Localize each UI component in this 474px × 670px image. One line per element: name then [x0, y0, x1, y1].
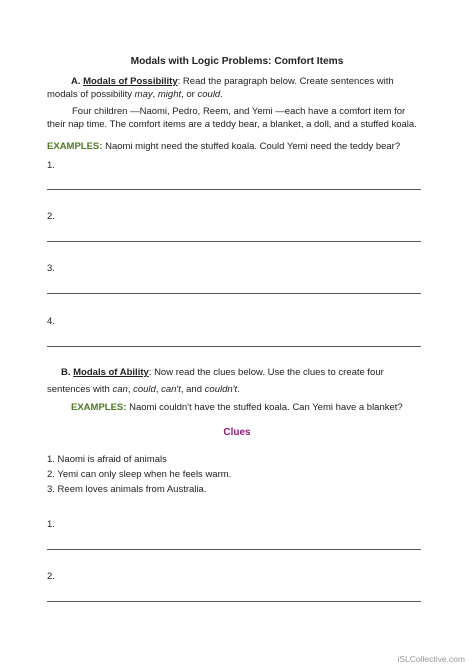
- paragraph-line-2: their nap time. The comfort items are a teddy bear, a blanket, a doll, and a stuffed koala.: [47, 119, 417, 130]
- answer-line[interactable]: [47, 241, 421, 242]
- answer-line[interactable]: [47, 189, 421, 190]
- examples-label: EXAMPLES:: [47, 141, 103, 152]
- answer-line[interactable]: [47, 346, 421, 347]
- section-b-letter: B.: [61, 367, 71, 378]
- answer-number: 2.: [47, 571, 55, 582]
- answer-number: 1.: [47, 160, 55, 171]
- page-title: Modals with Logic Problems: Comfort Items: [130, 56, 344, 67]
- answer-number: 1.: [47, 519, 55, 530]
- answer-line[interactable]: [47, 549, 421, 550]
- section-b-intro: [61, 367, 384, 378]
- section-b-intro-line2: sentences with can, could, can't, and couldn't.: [47, 384, 240, 395]
- paragraph-line-1: Four children —Naomi, Pedro, Reem, and Yemi —each have a comfort item for: [72, 106, 406, 117]
- section-a-intro-line2: modals of possibility may, might, or could.: [47, 89, 223, 100]
- section-a-examples: [47, 141, 400, 152]
- answer-line[interactable]: [47, 293, 421, 294]
- answer-number: 4.: [47, 316, 55, 327]
- answer-number: 3.: [47, 263, 55, 274]
- clue-item: 1. Naomi is afraid of animals: [47, 454, 167, 465]
- section-b-instructions: : Now read the clues below. Use the clues to create four: [148, 367, 384, 378]
- examples-label: EXAMPLES:: [71, 402, 127, 413]
- section-a-heading: Modals of Possibility: [83, 76, 178, 87]
- section-a-letter: A.: [71, 76, 81, 87]
- section-b-heading: Modals of Ability: [73, 367, 149, 378]
- clues-title: Clues: [223, 427, 251, 438]
- section-a-intro: [71, 76, 394, 87]
- clue-item: 3. Reem loves animals from Australia.: [47, 484, 207, 495]
- section-a-instructions: : Read the paragraph below. Create sentences with: [177, 76, 394, 87]
- examples-text: Naomi might need the stuffed koala. Could Yemi need the teddy bear?: [102, 141, 401, 152]
- examples-text: Naomi couldn't have the stuffed koala. Can Yemi have a blanket?: [126, 402, 403, 413]
- clue-item: 2. Yemi can only sleep when he feels warm.: [47, 469, 232, 480]
- site-watermark: iSLCollective.com: [397, 654, 465, 664]
- section-b-examples: [71, 402, 403, 413]
- answer-number: 2.: [47, 211, 55, 222]
- answer-line[interactable]: [47, 601, 421, 602]
